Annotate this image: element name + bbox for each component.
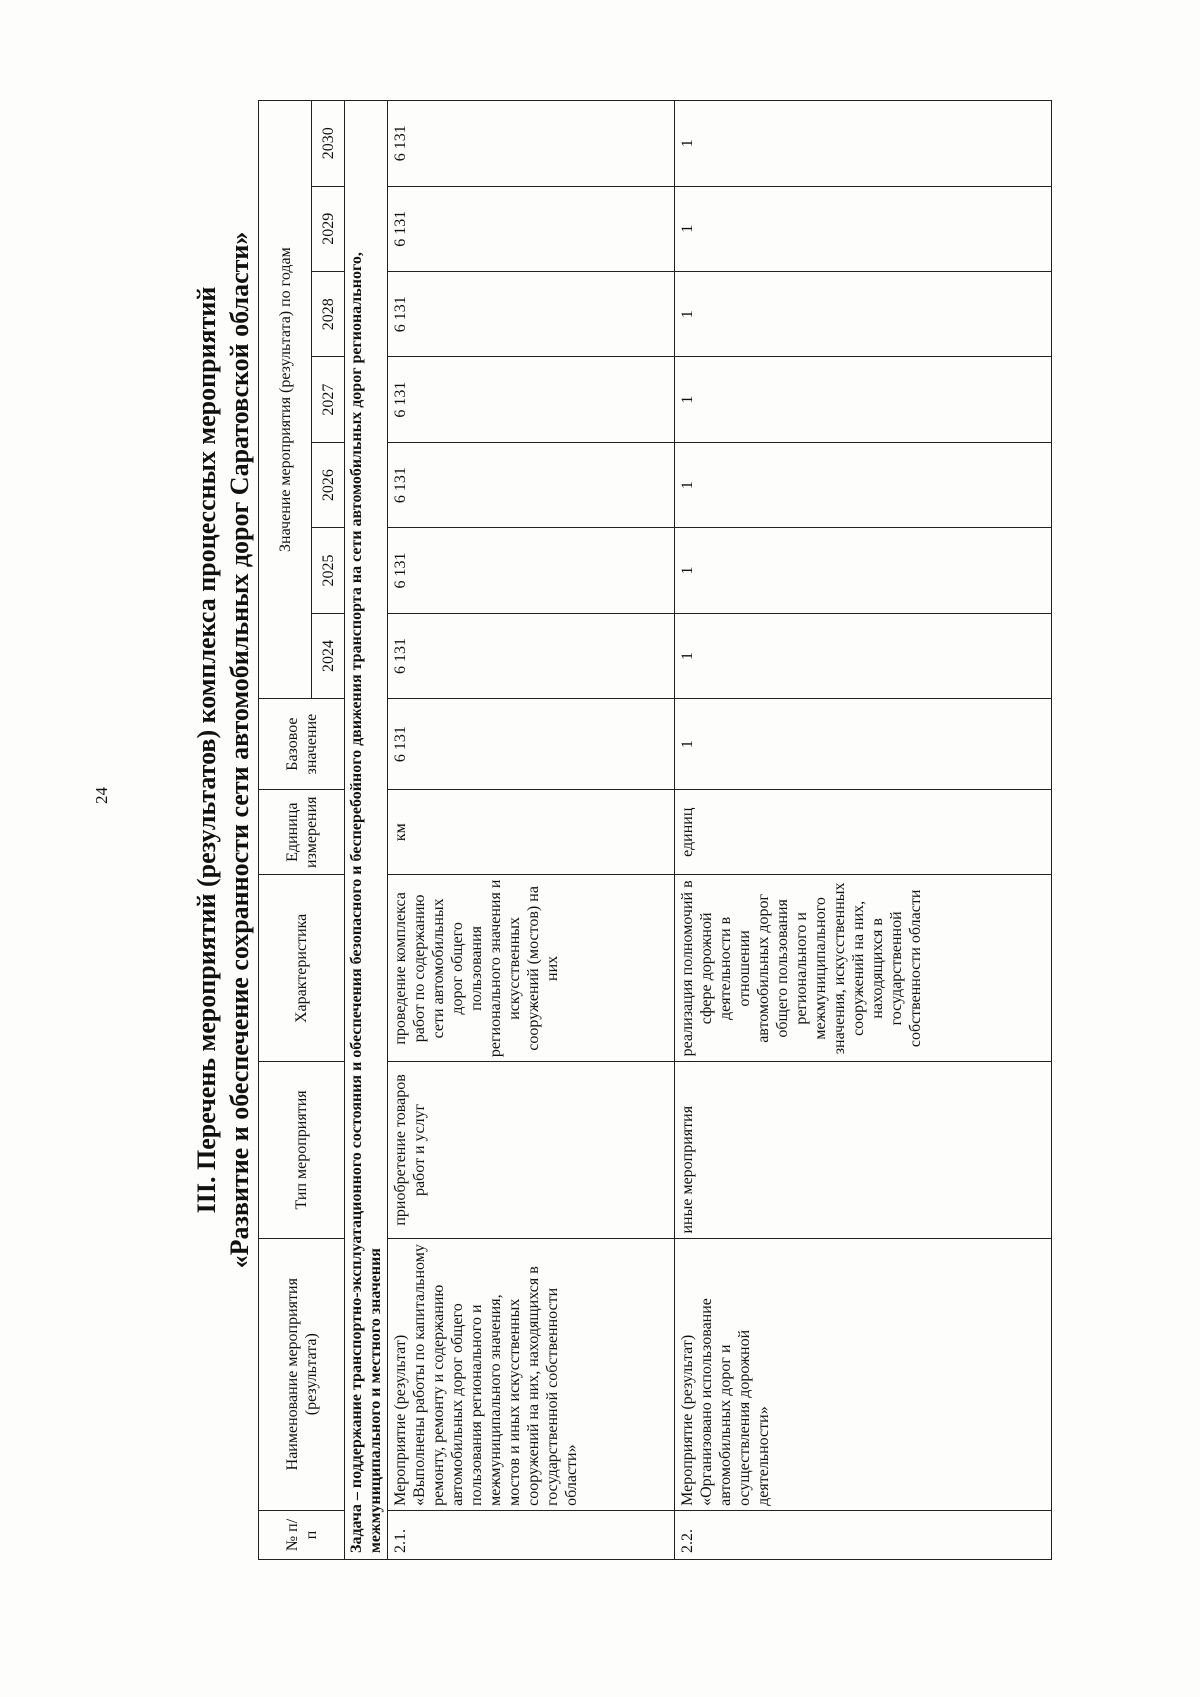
header-year: 2029: [312, 186, 345, 271]
row-value: 6 131: [388, 186, 675, 271]
row-value: 6 131: [388, 613, 675, 698]
row-base: 1: [675, 699, 1052, 790]
header-characteristic: Характеристика: [259, 875, 345, 1062]
header-base: Базовое значение: [259, 699, 345, 790]
row-value: 1: [675, 186, 1052, 271]
header-year: 2024: [312, 613, 345, 698]
row-name: Мероприятие (результат) «Выполнены работы по капитальному ремонту, ремонту и содержанию автомобильных дорог общего пользования регионального и межмуниципального значения, мостов и иных искусственных сооружений на них, находящихся в государственной собственности области»: [388, 1238, 675, 1510]
row-unit: единиц: [675, 789, 1052, 874]
row-value: 6 131: [388, 357, 675, 442]
row-base: 6 131: [388, 699, 675, 790]
header-unit: Единица измерения: [259, 789, 345, 874]
task-text: Задача – поддержание транспортно-эксплуатационного состояния и обеспечения безопасного и бесперебойного движения транспорта на сети автомобильных дорог регионального, межмуниципального и местного значения: [345, 101, 388, 1560]
row-value: 1: [675, 613, 1052, 698]
row-value: 6 131: [388, 528, 675, 613]
header-year: 2027: [312, 357, 345, 442]
row-value: 1: [675, 528, 1052, 613]
task-row: [345, 101, 388, 1560]
header-values-group: Значение мероприятия (результата) по годам: [259, 101, 312, 699]
row-value: 1: [675, 442, 1052, 527]
activities-table-container: [258, 100, 1068, 1560]
row-num: 2.1.: [388, 1510, 675, 1559]
header-year: 2028: [312, 272, 345, 357]
table-row: [675, 101, 1052, 1560]
table-row: [388, 101, 675, 1560]
row-characteristic: проведение комплекса работ по содержанию сети автомобильных дорог общего пользования регионального значения и искусственных сооружений (мостов) на них: [388, 875, 675, 1062]
header-year: 2030: [312, 101, 345, 187]
header-year: 2026: [312, 442, 345, 527]
header-year: 2025: [312, 528, 345, 613]
row-unit: км: [388, 789, 675, 874]
row-value: 1: [675, 101, 1052, 187]
row-value: 1: [675, 272, 1052, 357]
row-value: 6 131: [388, 101, 675, 187]
title-line-1: III. Перечень мероприятий (результатов) комплекса процессных мероприятий: [192, 286, 221, 1214]
header-num: № п/п: [259, 1510, 345, 1559]
row-type: приобретение товаров работ и услуг: [388, 1062, 675, 1238]
row-value: 1: [675, 357, 1052, 442]
title-line-2: «Развитие и обеспечение сохранности сети автомобильных дорог Саратовской области»: [225, 231, 254, 1269]
row-name: Мероприятие (результат) «Организовано использование автомобильных дорог и осуществления дорожной деятельности»: [675, 1238, 1052, 1510]
header-name: Наименование мероприятия (результата): [259, 1238, 345, 1510]
row-characteristic: реализация полномочий в сфере дорожной деятельности в отношении автомобильных дорог общего пользования регионального и межмуниципального значения, искусственных сооружений на них, находящихся в государственной собственности области: [675, 875, 1052, 1062]
row-value: 6 131: [388, 442, 675, 527]
activities-table: [258, 100, 1052, 1560]
row-type: иные мероприятия: [675, 1062, 1052, 1238]
header-row-1: [259, 101, 312, 1560]
page-number: 24: [92, 787, 111, 804]
row-value: 6 131: [388, 272, 675, 357]
header-type: Тип мероприятия: [259, 1062, 345, 1238]
row-num: 2.2.: [675, 1510, 1052, 1559]
